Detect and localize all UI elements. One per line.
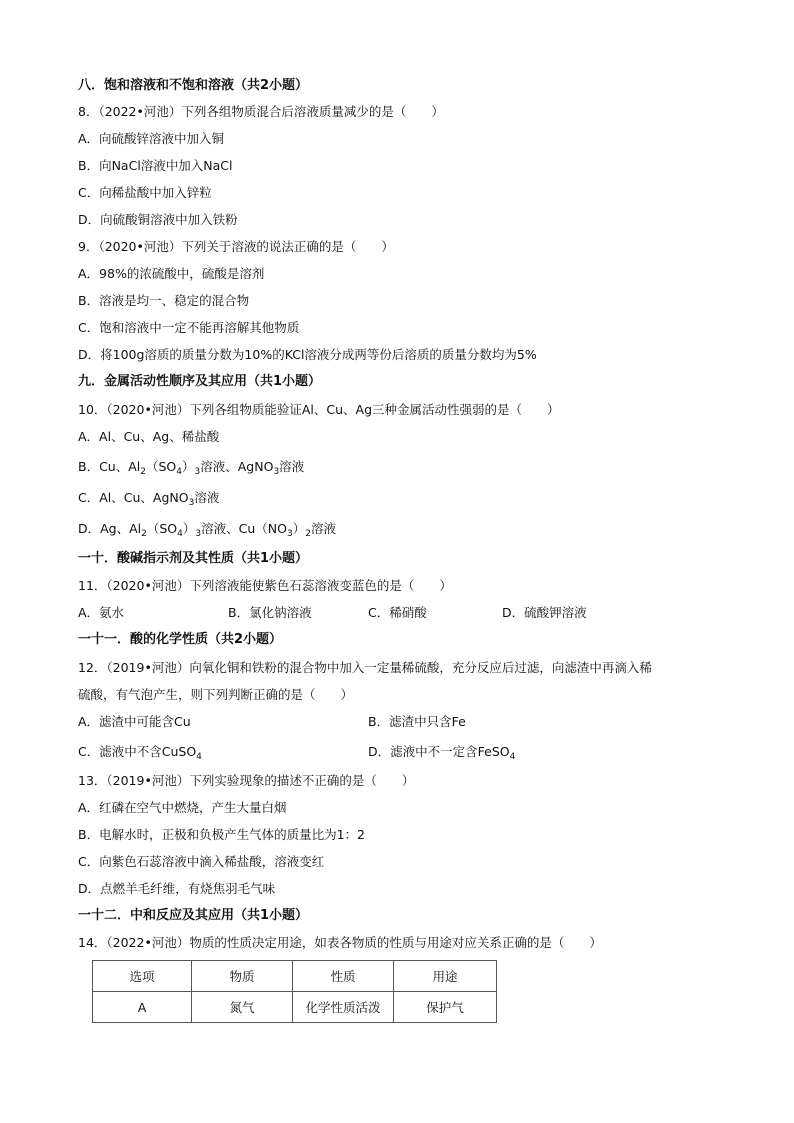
question-11-stem: 11．（2020•河池）下列溶液能使紫色石蕊溶液变蓝色的是（ ） <box>78 578 452 593</box>
question-12-option-b: B．滤渣中只含Fe <box>368 714 466 729</box>
table-header-cell: 用途 <box>394 961 497 992</box>
question-11-option-d: D．硫酸钾溶液 <box>502 605 587 620</box>
table-header-cell: 物质 <box>192 961 293 992</box>
section-heading-9: 九．金属活动性顺序及其应用（共1小题） <box>78 374 322 389</box>
question-13-stem: 13．（2019•河池）下列实验现象的描述不正确的是（ ） <box>78 773 415 788</box>
question-10-option-a: A．Al、Cu、Ag、稀盐酸 <box>78 429 220 444</box>
table-header-cell: 选项 <box>93 961 192 992</box>
section-heading-12: 一十二．中和反应及其应用（共1小题） <box>78 908 309 923</box>
question-12-stem-line2: 硫酸，有气泡产生，则下列判断正确的是（ ） <box>78 687 354 702</box>
table-cell: 氮气 <box>192 992 293 1023</box>
question-12-options-row2 <box>0 743 794 761</box>
question-10-option-c: C．Al、Cu、AgNO$_3$溶液 <box>78 490 220 508</box>
question-13-option-a: A．红磷在空气中燃烧，产生大量白烟 <box>78 800 287 815</box>
question-8-option-a: A．向硫酸锌溶液中加入铜 <box>78 131 225 146</box>
question-13-option-d: D．点燃羊毛纤维，有烧焦羽毛气味 <box>78 881 276 896</box>
section-heading-8: 八．饱和溶液和不饱和溶液（共2小题） <box>78 78 309 93</box>
question-12-option-d: D．滤液中不一定含FeSO$_4$ <box>368 744 516 762</box>
question-11-options <box>0 604 794 622</box>
question-11-option-a: A．氨水 <box>78 605 125 620</box>
question-14-table <box>92 960 497 1023</box>
section-heading-11: 一十一．酸的化学性质（共2小题） <box>78 632 283 647</box>
question-9-option-a: A．98%的浓硫酸中，硫酸是溶剂 <box>78 266 265 281</box>
question-10-stem: 10．（2020•河池）下列各组物质能验证Al、Cu、Ag三种金属活动性强弱的是（ ） <box>78 402 560 417</box>
table-cell: A <box>93 992 192 1023</box>
question-12-option-a: A．滤渣中可能含Cu <box>78 714 191 729</box>
question-8-option-b: B．向NaCl溶液中加入NaCl <box>78 158 233 173</box>
question-9-option-c: C．饱和溶液中一定不能再溶解其他物质 <box>78 320 300 335</box>
question-11-option-b: B．氯化钠溶液 <box>228 605 312 620</box>
question-12-option-c: C．滤液中不含CuSO$_4$ <box>78 744 202 762</box>
table-header-row <box>93 961 497 992</box>
table-row <box>93 992 497 1023</box>
question-10-option-d: D．Ag、$Al_2(SO_4)_3$溶液、$Cu(NO_3)_2$溶液 <box>78 521 336 539</box>
question-9-option-b: B．溶液是均一、稳定的混合物 <box>78 293 250 308</box>
table-header-cell: 性质 <box>293 961 394 992</box>
question-13-option-b: B．电解水时，正极和负极产生气体的质量比为1：2 <box>78 827 365 842</box>
question-11-option-c: C．稀硝酸 <box>368 605 427 620</box>
question-9-option-d: D．将100g溶质的质量分数为10%的KCl溶液分成两等份后溶质的质量分数均为5% <box>78 347 537 362</box>
question-8-option-c: C．向稀盐酸中加入锌粒 <box>78 185 212 200</box>
question-8-option-d: D．向硫酸铜溶液中加入铁粉 <box>78 212 238 227</box>
question-10-option-b: B．Cu、$Al_2(SO_4)_3$溶液、AgNO$_3$溶液 <box>78 459 305 477</box>
question-9-stem: 9．（2020•河池）下列关于溶液的说法正确的是（ ） <box>78 239 394 254</box>
section-heading-10: 一十．酸碱指示剂及其性质（共1小题） <box>78 551 309 566</box>
question-12-options-row1 <box>0 713 794 731</box>
question-12-stem-line1: 12．（2019•河池）向氧化铜和铁粉的混合物中加入一定量稀硫酸，充分反应后过滤，向滤渣中再滴入稀 <box>78 660 652 675</box>
question-14-stem: 14．（2022•河池）物质的性质决定用途，如表各物质的性质与用途对应关系正确的是（ ） <box>78 935 602 950</box>
table-cell: 化学性质活泼 <box>293 992 394 1023</box>
question-13-option-c: C．向紫色石蕊溶液中滴入稀盐酸，溶液变红 <box>78 854 325 869</box>
table-cell: 保护气 <box>394 992 497 1023</box>
question-8-stem: 8．（2022•河池）下列各组物质混合后溶液质量减少的是（ ） <box>78 104 444 119</box>
